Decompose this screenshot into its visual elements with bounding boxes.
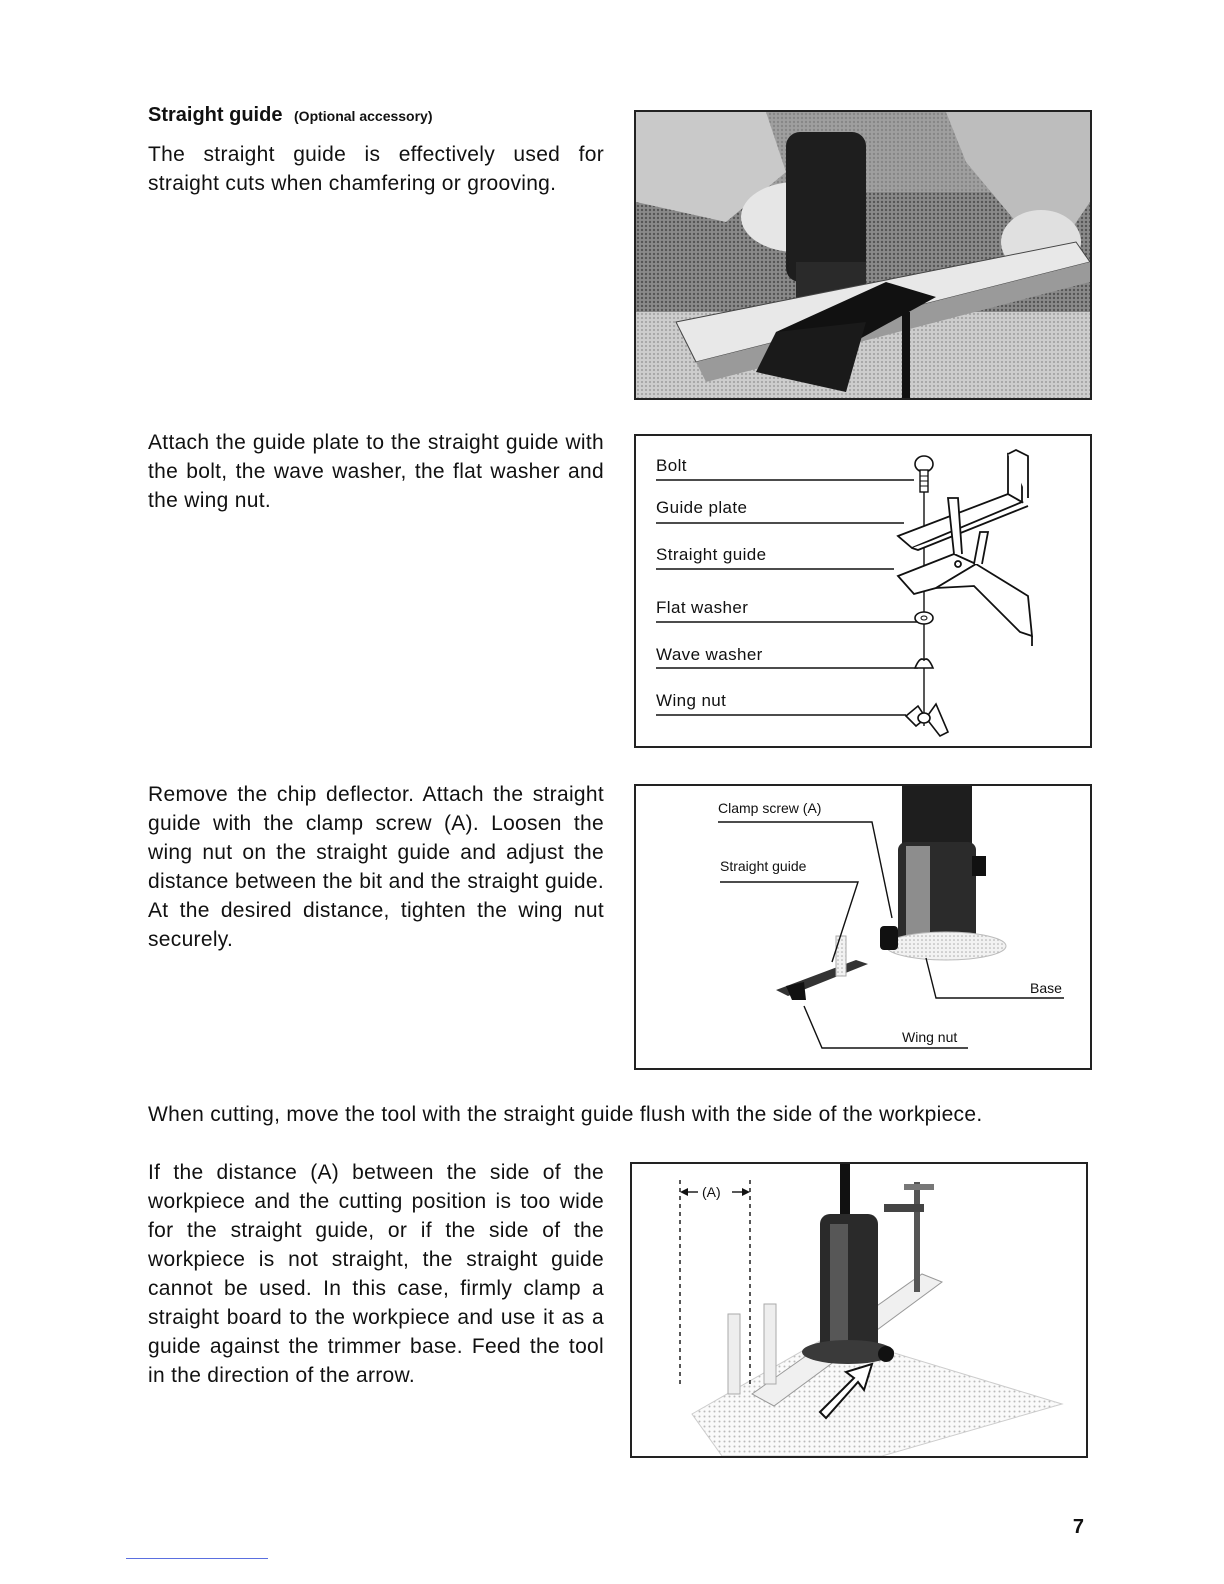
label-wing-nut-2: Wing nut <box>902 1029 958 1045</box>
label-straight-guide-2: Straight guide <box>720 858 807 874</box>
section-title-note: (Optional accessory) <box>294 108 433 124</box>
label-wing-nut: Wing nut <box>656 691 727 710</box>
footer-rule <box>126 1558 268 1559</box>
label-base: Base <box>1030 980 1062 996</box>
label-wave-washer: Wave washer <box>656 645 763 664</box>
attach-paragraph: Remove the chip deflector. Attach the straight guide with the clamp screw (A). Loosen the wing nut on the straight guide and adjust the distance between the bit and the straight guide. At the desired distance, tighten the wing nut securely. <box>148 783 604 951</box>
label-clamp-screw: Clamp screw (A) <box>718 800 822 816</box>
photo-straight-guide-use <box>634 110 1092 400</box>
label-flat-washer: Flat washer <box>656 598 749 617</box>
photo-illustration <box>636 112 1090 398</box>
label-guide-plate: Guide plate <box>656 498 748 517</box>
attached-drawing <box>636 786 1090 1068</box>
figure-clamped-board <box>630 1162 1088 1458</box>
label-bolt: Bolt <box>656 456 687 475</box>
bolt-part <box>915 456 933 492</box>
flush-paragraph: When cutting, move the tool with the straight guide flush with the side of the workpiece. <box>148 1103 983 1126</box>
page-number: 7 <box>1072 1516 1084 1538</box>
assembly-drawing <box>636 436 1090 746</box>
clamp-board-paragraph: If the distance (A) between the side of the workpiece and the cutting position is too wide for the straight guide, or if the side of the workpiece is not straight, the straight guide cannot be used. In this case, firmly clamp a straight board to the workpiece and use it as a guide against the trimmer base. Feed the tool in the direction of the arrow. <box>148 1161 604 1387</box>
label-straight-guide: Straight guide <box>656 545 767 564</box>
section-title <box>148 104 433 127</box>
wave-washer-part <box>915 659 933 668</box>
figure-guide-assembly <box>634 434 1092 748</box>
label-distance-a: (A) <box>702 1184 721 1200</box>
section-title-text: Straight guide <box>148 104 283 126</box>
clamped-board-drawing <box>632 1164 1086 1456</box>
assembly-paragraph: Attach the guide plate to the straight guide with the bolt, the wave washer, the flat washer and the wing nut. <box>148 431 604 512</box>
intro-paragraph: The straight guide is effectively used for straight cuts when chamfering or grooving. <box>148 143 604 195</box>
wing-nut-part <box>906 704 948 736</box>
figure-guide-attached <box>634 784 1092 1070</box>
